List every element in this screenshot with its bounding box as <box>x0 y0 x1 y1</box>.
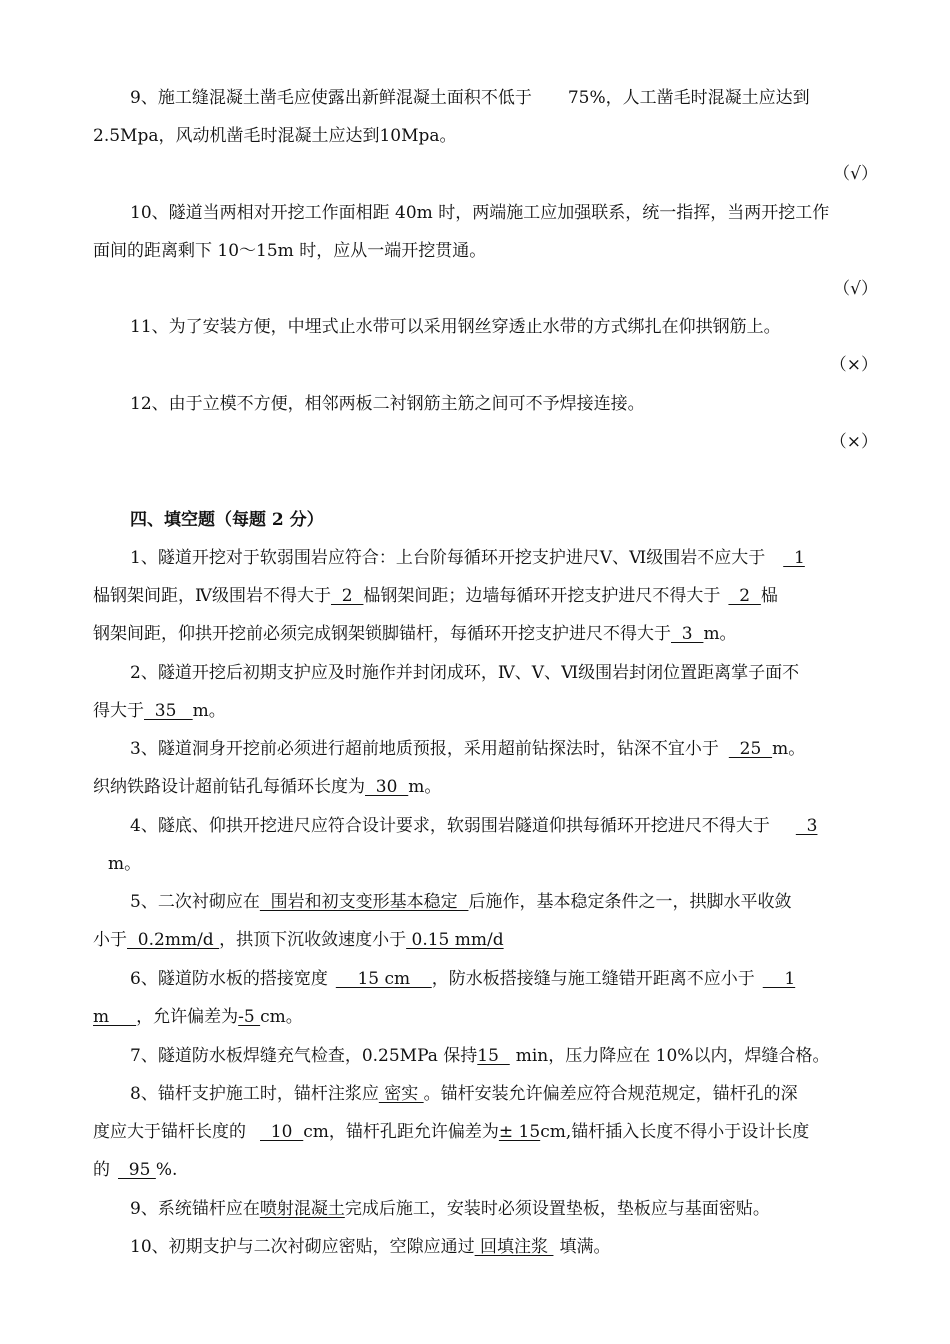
fill-q1-blank-e: 3 <box>671 624 704 644</box>
judge-q9-line1 <box>130 86 880 110</box>
fill-q3-text-b: m。 <box>772 739 806 759</box>
fill-q5-blank-c: 0.2mm/d <box>127 930 220 950</box>
fill-q6-text-b: ，防水板搭接缝与施工缝错开距离不应小于 <box>431 969 755 989</box>
fill-q5-text-a: 5、二次衬砌应在 <box>130 892 260 912</box>
fill-q3-line2 <box>93 775 880 799</box>
judge-q11-line1: 11、为了安装方便，中埋式止水带可以采用钢丝穿透止水带的方式绑扎在仰拱钢筋上。 <box>130 317 781 337</box>
fill-q8-text-d: cm，锚杆孔距允许偏差为 <box>303 1122 499 1142</box>
judge-q10-line2: 面间的距离剩下 10～15m 时，应从一端开挖贯通。 <box>93 241 487 261</box>
fill-q5-line1 <box>130 890 880 914</box>
section-heading: 四、填空题（每题 2 分） <box>130 510 324 530</box>
fill-q3-text-c: 织纳铁路设计超前钻孔每循环长度为 <box>93 777 365 797</box>
fill-q4-text-a: 4、隧底、仰拱开挖进尺应符合设计要求，软弱围岩隧道仰拱每循环开挖进尺不得大于 <box>130 816 770 836</box>
fill-q2-blank: 35 <box>144 701 193 721</box>
judge-q10-line1: 10、隧道当两相对开挖工作面相距 40m 时，两端施工应加强联系，统一指挥，当两开挖工作 <box>130 203 830 223</box>
fill-q8-blank-f: 95 <box>118 1160 156 1180</box>
fill-q6-line2 <box>93 1005 880 1029</box>
fill-q5-blank-d: 0.15 mm/d <box>406 930 504 950</box>
fill-q1-blank-b: 2 <box>330 586 364 606</box>
fill-q8-line3 <box>93 1158 880 1182</box>
fill-q9-line1 <box>130 1197 880 1221</box>
fill-q6-text-d: cm。 <box>260 1007 303 1027</box>
fill-q8-text-f: 的 <box>93 1160 110 1180</box>
fill-q9-text-a: 9、系统锚杆应在 <box>130 1199 260 1219</box>
fill-q8-text-b: 。锚杆安装允许偏差应符合规范规定，锚杆孔的深 <box>423 1084 798 1104</box>
fill-q6-line1 <box>130 967 880 991</box>
fill-q6-text-a: 6、隧道防水板的搭接宽度 <box>130 969 328 989</box>
fill-q8-text-c: 度应大于锚杆长度的 <box>93 1122 246 1142</box>
fill-q3-blank-a: 25 <box>728 739 773 759</box>
judge-q10-answer: （√） <box>833 279 878 299</box>
fill-q7-line1 <box>130 1044 880 1068</box>
fill-q1-text-f: m。 <box>703 624 737 644</box>
fill-q1-line3 <box>93 622 880 646</box>
judge-q9-text-a: 9、施工缝混凝土凿毛应使露出新鲜混凝土面积不低于 <box>130 88 532 108</box>
judge-q9-text-b: 75%，人工凿毛时混凝土应达到 <box>567 88 810 108</box>
fill-q4-blank: 3 <box>795 816 818 836</box>
fill-q5-text-c: 小于 <box>93 930 127 950</box>
fill-q8-text-g: %. <box>155 1160 178 1180</box>
fill-q6-blank-d: -5 <box>238 1007 261 1027</box>
fill-q3-line1 <box>130 737 880 761</box>
fill-q8-blank-a: 密实 <box>378 1084 424 1104</box>
fill-q5-text-d: ，拱顶下沉收敛速度小于 <box>219 930 407 950</box>
judge-q9-answer: （√） <box>833 164 878 184</box>
fill-q6-blank-b: 1 <box>762 969 796 989</box>
fill-q4-line1 <box>130 814 880 838</box>
fill-q9-text-b: 完成后施工，安装时必须设置垫板，垫板应与基面密贴。 <box>344 1199 770 1219</box>
fill-q3-text-a: 3、隧道洞身开挖前必须进行超前地质预报，采用超前钻探法时，钻深不宜小于 <box>130 739 719 759</box>
fill-q5-blank-a: 围岩和初支变形基本稳定 <box>259 892 469 912</box>
fill-q2-text-b: 得大于 <box>93 701 144 721</box>
fill-q7-text-b: min，压力降应在 10%以内，焊缝合格。 <box>515 1046 830 1066</box>
fill-q1-text-a: 1、隧道开挖对于软弱围岩应符合：上台阶每循环开挖支护进尺Ⅴ、Ⅵ级围岩不应大于 <box>130 548 766 568</box>
fill-q8-text-a: 8、锚杆支护施工时，锚杆注浆应 <box>130 1084 379 1104</box>
judge-q12-answer: （×） <box>829 432 878 452</box>
fill-q6-text-c: ，允许偏差为 <box>136 1007 239 1027</box>
fill-q2-line2 <box>93 699 880 723</box>
fill-q8-blank-d: ± 15 <box>498 1122 541 1142</box>
fill-q8-line1 <box>130 1082 880 1106</box>
fill-q8-text-e: cm,锚杆插入长度不得小于设计长度 <box>540 1122 810 1142</box>
fill-q3-text-d: m。 <box>408 777 442 797</box>
fill-q7-text-a: 7、隧道防水板焊缝充气检查，0.25MPa 保持 <box>130 1046 478 1066</box>
fill-q6-blank-a: 15 cm <box>335 969 432 989</box>
fill-q6-blank-c: m <box>93 1007 137 1027</box>
fill-q1-text-b: 榀钢架间距，Ⅳ级围岩不得大于 <box>93 586 331 606</box>
fill-q1-line1 <box>130 546 880 570</box>
fill-q1-line2 <box>93 584 880 608</box>
fill-q1-blank-c: 2 <box>728 586 761 606</box>
fill-q1-text-d: 榀 <box>760 586 778 606</box>
fill-q8-line2 <box>93 1120 880 1144</box>
fill-q1-text-c: 榀钢架间距；边墙每循环开挖支护进尺不得大于 <box>363 586 721 606</box>
fill-q5-line2 <box>93 928 880 952</box>
fill-q9-blank: 喷射混凝土 <box>259 1199 345 1219</box>
fill-q2-line1: 2、隧道开挖后初期支护应及时施作并封闭成环，Ⅳ、Ⅴ、Ⅵ级围岩封闭位置距离掌子面不 <box>130 663 800 683</box>
fill-q2-text-c: m。 <box>192 701 226 721</box>
fill-q4-line2: m。 <box>108 854 142 874</box>
judge-q12-line1: 12、由于立模不方便，相邻两板二衬钢筋主筋之间可不予焊接连接。 <box>130 394 645 414</box>
fill-q10-line1 <box>130 1235 880 1259</box>
fill-q8-blank-c: 10 <box>260 1122 304 1142</box>
fill-q1-text-e: 钢架间距，仰拱开挖前必须完成钢架锁脚锚杆，每循环开挖支护进尺不得大于 <box>93 624 671 644</box>
fill-q1-blank-a: 1 <box>783 548 805 568</box>
judge-q9-line2: 2.5Mpa，风动机凿毛时混凝土应达到10Mpa。 <box>93 126 457 146</box>
fill-q7-blank: 15 <box>477 1046 510 1066</box>
fill-q10-text-a: 10、初期支护与二次衬砌应密贴，空隙应通过 <box>130 1237 475 1257</box>
fill-q10-blank: 回填注浆 <box>474 1237 554 1257</box>
fill-q10-text-b: 填满。 <box>559 1237 611 1257</box>
fill-q5-text-b: 后施作，基本稳定条件之一，拱脚水平收敛 <box>468 892 792 912</box>
fill-q3-blank-c: 30 <box>365 777 409 797</box>
judge-q11-answer: （×） <box>829 355 878 375</box>
